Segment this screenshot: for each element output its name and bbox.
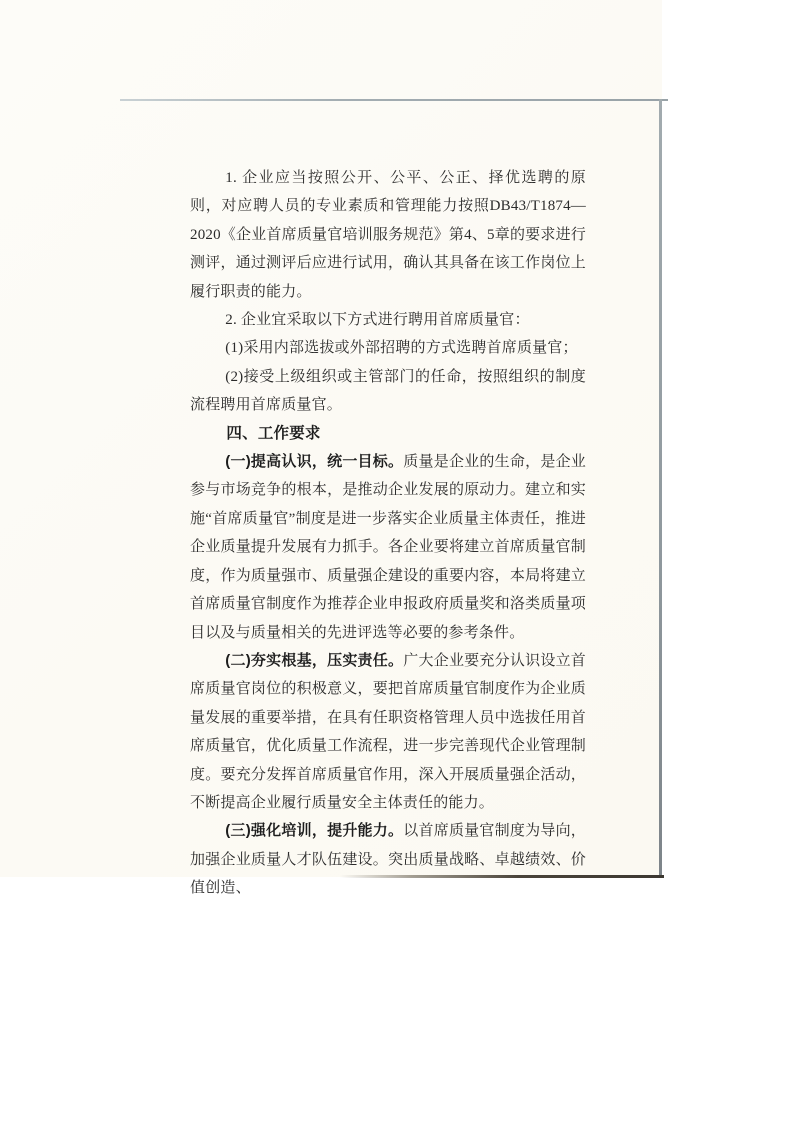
paragraph-strengthen-training [190, 817, 586, 902]
paragraph-body-text: 质量是企业的生命，是企业参与市场竞争的根本，是推动企业发展的原动力。建立和实施“首席质量官”制度是进一步落实企业质量主体责任，推进企业质量提升发展有力抓手。各企业要将建立首席质量官制度，作为质量强市、质量强企建设的重要内容，本局将建立首席质量官制度作为推荐企业申报政府质量奖和洛类质量项目以及与质量相关的先进评选等必要的参考条件。 [190, 454, 586, 641]
list-item-internal-external-recruit: (1)采用内部选拔或外部招聘的方式选聘首席质量官； [225, 340, 578, 357]
paragraph-lead-bold: (三)强化培训，提升能力。 [225, 822, 404, 840]
section-heading-work-requirements: 四、工作要求 [226, 424, 321, 442]
paragraph-selection-principle: 1. 企业应当按照公开、公平、公正、择优选聘的原则，对应聘人员的专业素质和管理能力按照DB43/T1874—2020《企业首席质量官培训服务规范》第4、5章的要求进行测评，通过测评后应进行试用，确认其具备在该工作岗位上履行职责的能力。 [190, 170, 586, 300]
page-edge-right-line [659, 99, 662, 878]
paragraph-consolidate-foundation [190, 647, 586, 817]
paragraph-hiring-methods-intro: 2. 企业宜采取以下方式进行聘用首席质量官： [225, 312, 530, 329]
document-body [190, 164, 586, 903]
paragraph-body-text: 以首席质量官制度为导向，加强企业质量人才队伍建设。突出质量战略、卓越绩效、价值创造、 [190, 823, 586, 897]
paragraph-body-text: 广大企业要充分认识设立首席质量官岗位的积极意义，要把首席质量官制度作为企业质量发展的重要举措，在具有任职资格管理人员中选拔任用首席质量官，优化质量工作流程，进一步完善现代企业管理制度。要充分发挥首席质量官作用，深入开展质量强企活动，不断提高企业履行质量安全主体责任的能力。 [190, 652, 586, 811]
paragraph-raise-awareness [190, 448, 586, 647]
list-item-superior-appointment: (2)接受上级组织或主管部门的任命，按照组织的制度流程聘用首席质量官。 [190, 368, 586, 414]
paragraph-lead-bold: (一)提高认识，统一目标。 [225, 453, 404, 471]
page-edge-top-line [120, 99, 668, 101]
paragraph-lead-bold: (二)夯实根基，压实责任。 [225, 651, 404, 669]
